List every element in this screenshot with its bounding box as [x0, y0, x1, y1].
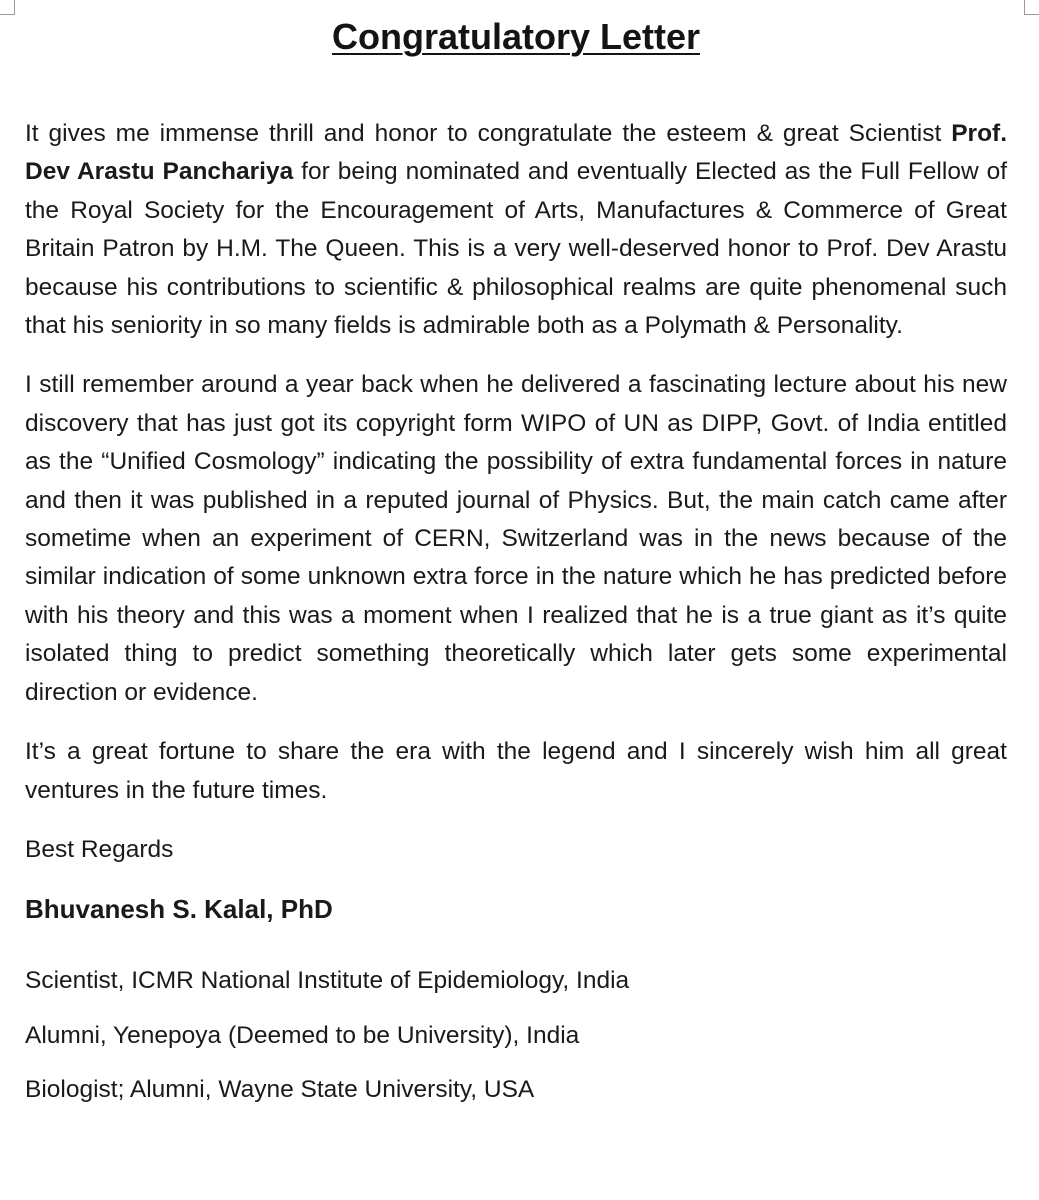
- credential-line: Biologist; Alumni, Wayne State University, USA: [25, 1076, 535, 1104]
- paragraph-1-intro: It gives me immense thrill and honor to congratulate the esteem & great Scientist: [25, 120, 952, 147]
- paragraph-1-rest: for being nominated and eventually Elected as the Full Fellow of the Royal Society for the Encouragement of Arts, Manufactures & Commerce of Great Britain Patron by H.M. The Queen. This is a very well-deserved honor to Prof. Dev Arastu because his contributions to scientific & philosophical realms are quite phenomenal such that his seniority in so many fields is admirable both as a Polymath & Personality.: [25, 158, 1007, 340]
- letter-title: Congratulatory Letter: [331, 16, 701, 57]
- signer-credentials: [25, 962, 1007, 1109]
- closing-salutation: Best Regards: [25, 835, 174, 863]
- honoree-name: Prof. Dev Arastu Panchariya: [25, 120, 1007, 186]
- signer-name: Bhuvanesh S. Kalal, PhD: [25, 894, 333, 925]
- credential-line: Scientist, ICMR National Institute of Epidemiology, India: [25, 967, 630, 995]
- paragraph-1: [25, 115, 1007, 345]
- credential-line: Alumni, Yenepoya (Deemed to be University), India: [25, 1021, 580, 1049]
- page-corner-mark-left: [0, 0, 15, 15]
- paragraph-3: It’s a great fortune to share the era with the legend and I sincerely wish him all great ventures in the future times.: [25, 738, 1007, 804]
- page-corner-mark-right: [1024, 0, 1039, 15]
- paragraph-2: I still remember around a year back when he delivered a fascinating lecture about his new discovery that has just got its copyright form WIPO of UN as DIPP, Govt. of India entitled as the “Unified Cosmology” indicating the possibility of extra fundamental forces in nature and then it was published in a reputed journal of Physics. But, the main catch came after sometime when an experiment of CERN, Switzerland was in the news because of the similar indication of some unknown extra force in the nature which he has predicted before with his theory and this was a moment when I realized that he is a true giant as it’s quite isolated thing to predict something theoretically which later gets some experimental direction or evidence.: [25, 371, 1007, 706]
- letter-body: [25, 115, 1007, 1126]
